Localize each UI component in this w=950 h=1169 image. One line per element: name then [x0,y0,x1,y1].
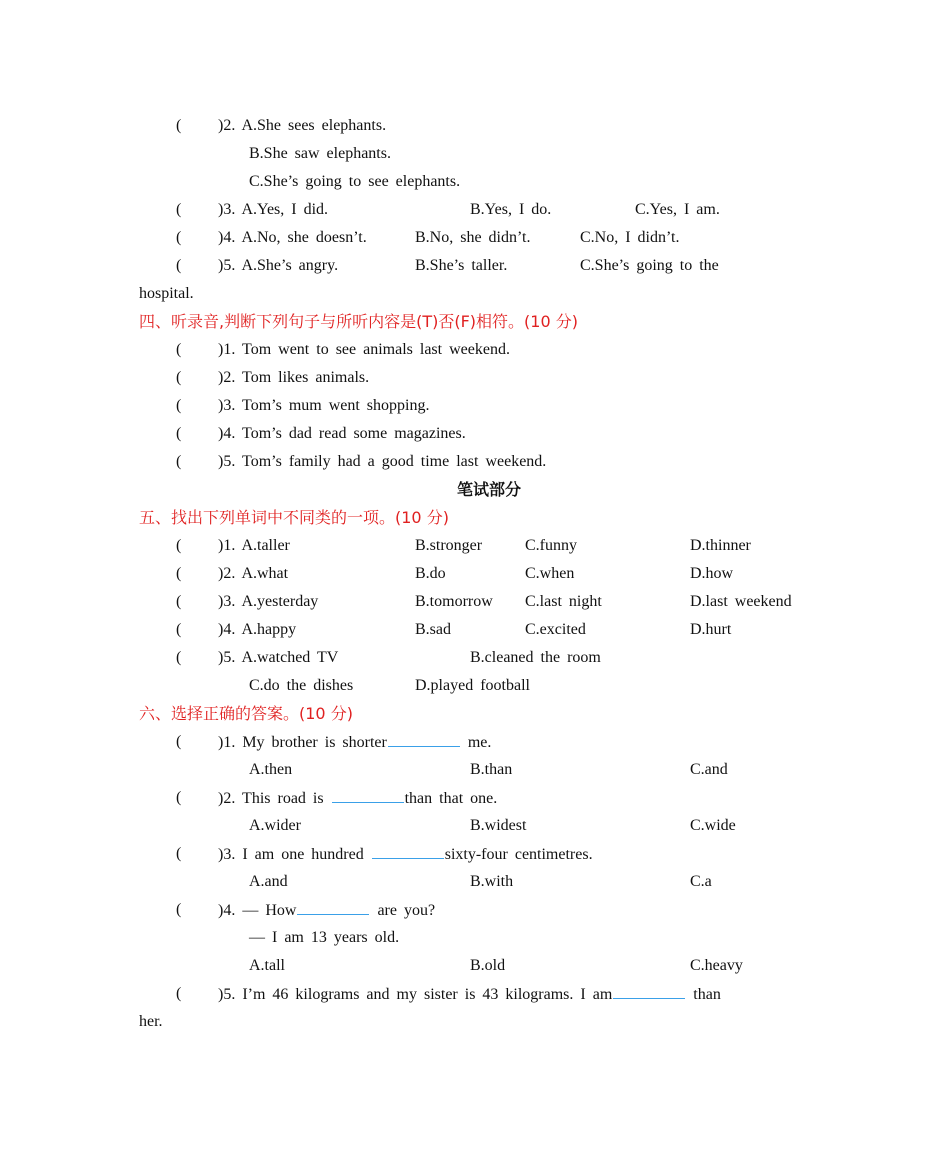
option-c: C.do the dishes [249,677,354,694]
fill-blank[interactable] [372,844,444,859]
option-c: C.when [525,565,575,582]
question-pre: )1. My brother is shorter [218,734,387,751]
option-d: D.how [690,565,734,582]
question-pre: )2. This road is [218,790,324,807]
question-text [218,984,721,1005]
answer-paren[interactable]: ( [176,565,182,582]
option-a: )5. A.She’s angry. [218,257,339,274]
option-b: B.Yes, I do. [470,201,552,218]
fill-blank[interactable] [297,900,369,915]
question-pre: )5. I’m 46 kilograms and my sister is 43 kilograms. I am [218,986,613,1003]
option-d: D.thinner [690,537,751,554]
option-b: B.cleaned the room [470,649,601,666]
fill-blank[interactable] [613,984,685,999]
option-a: A.wider [249,817,301,834]
option-c: C.heavy [690,957,743,974]
answer-paren[interactable]: ( [176,117,182,134]
question-pre: )4. — How [218,902,297,919]
option-a: A.tall [249,957,285,974]
section-heading: 六、选择正确的答案。(10 分) [139,704,353,723]
answer-paren[interactable]: ( [176,369,182,386]
option-a: )3. A.yesterday [218,593,319,610]
question-text: )4. Tom’s dad read some magazines. [218,425,466,442]
section-heading: 五、找出下列单词中不同类的一项。(10 分) [139,508,449,527]
wrapped-text: her. [139,1013,163,1030]
fill-blank[interactable] [332,788,404,803]
option-b: B.widest [470,817,527,834]
answer-paren[interactable]: ( [176,453,182,470]
answer-paren[interactable]: ( [176,537,182,554]
option-b: B.stronger [415,537,483,554]
question-post: me. [467,734,492,751]
option-b: B.with [470,873,514,890]
option-c: C.She’s going to see elephants. [249,173,461,190]
option-b: B.than [470,761,513,778]
option-b: B.do [415,565,446,582]
answer-paren[interactable]: ( [176,845,182,862]
option-c: C.a [690,873,712,890]
question-text: )3. Tom’s mum went shopping. [218,397,430,414]
option-d: D.last weekend [690,593,792,610]
answer-paren[interactable]: ( [176,733,182,750]
option-b: B.sad [415,621,451,638]
option-b: B.No, she didn’t. [415,229,531,246]
question-text [218,900,435,921]
question-text: )1. Tom went to see animals last weekend. [218,341,510,358]
answer-paren[interactable]: ( [176,341,182,358]
section-title: 笔试部分 [457,480,522,499]
option-a: )2. A.what [218,565,289,582]
wrapped-text: hospital. [139,285,194,302]
option-c: C.and [690,761,728,778]
option-a: A.then [249,761,293,778]
option-a: )3. A.Yes, I did. [218,201,329,218]
dialogue-line: — I am 13 years old. [249,929,400,946]
option-d: D.hurt [690,621,732,638]
question-post: are you? [377,902,436,919]
answer-paren[interactable]: ( [176,201,182,218]
answer-paren[interactable]: ( [176,397,182,414]
question-text [218,844,593,865]
option-a: A.and [249,873,288,890]
option-d: D.played football [415,677,530,694]
question-post: than [693,986,721,1003]
option-c: C.last night [525,593,602,610]
question-pre: )3. I am one hundred [218,846,364,863]
option-a: )4. A.No, she doesn’t. [218,229,367,246]
fill-blank[interactable] [388,732,460,747]
section-heading: 四、听录音,判断下列句子与所听内容是(T)否(F)相符。(10 分) [139,312,578,331]
option-c: C.Yes, I am. [635,201,720,218]
question-text: )2. A.She sees elephants. [218,117,387,134]
option-a: )1. A.taller [218,537,290,554]
option-a: )5. A.watched TV [218,649,339,666]
option-b: B.old [470,957,506,974]
answer-paren[interactable]: ( [176,229,182,246]
option-c: C.She’s going to the [580,257,719,274]
option-b: B.tomorrow [415,593,493,610]
answer-paren[interactable]: ( [176,901,182,918]
answer-paren[interactable]: ( [176,593,182,610]
question-post: than that one. [404,790,498,807]
option-c: C.wide [690,817,736,834]
question-text [218,732,491,753]
answer-paren[interactable]: ( [176,621,182,638]
question-post: sixty-four centimetres. [444,846,593,863]
question-text: )2. Tom likes animals. [218,369,370,386]
option-b: B.She saw elephants. [249,145,391,162]
question-text [218,788,497,809]
answer-paren[interactable]: ( [176,985,182,1002]
question-text: )5. Tom’s family had a good time last weekend. [218,453,547,470]
answer-paren[interactable]: ( [176,257,182,274]
answer-paren[interactable]: ( [176,789,182,806]
option-c: C.excited [525,621,586,638]
answer-paren[interactable]: ( [176,425,182,442]
option-a: )4. A.happy [218,621,297,638]
option-c: C.funny [525,537,577,554]
answer-paren[interactable]: ( [176,649,182,666]
option-c: C.No, I didn’t. [580,229,680,246]
option-b: B.She’s taller. [415,257,508,274]
